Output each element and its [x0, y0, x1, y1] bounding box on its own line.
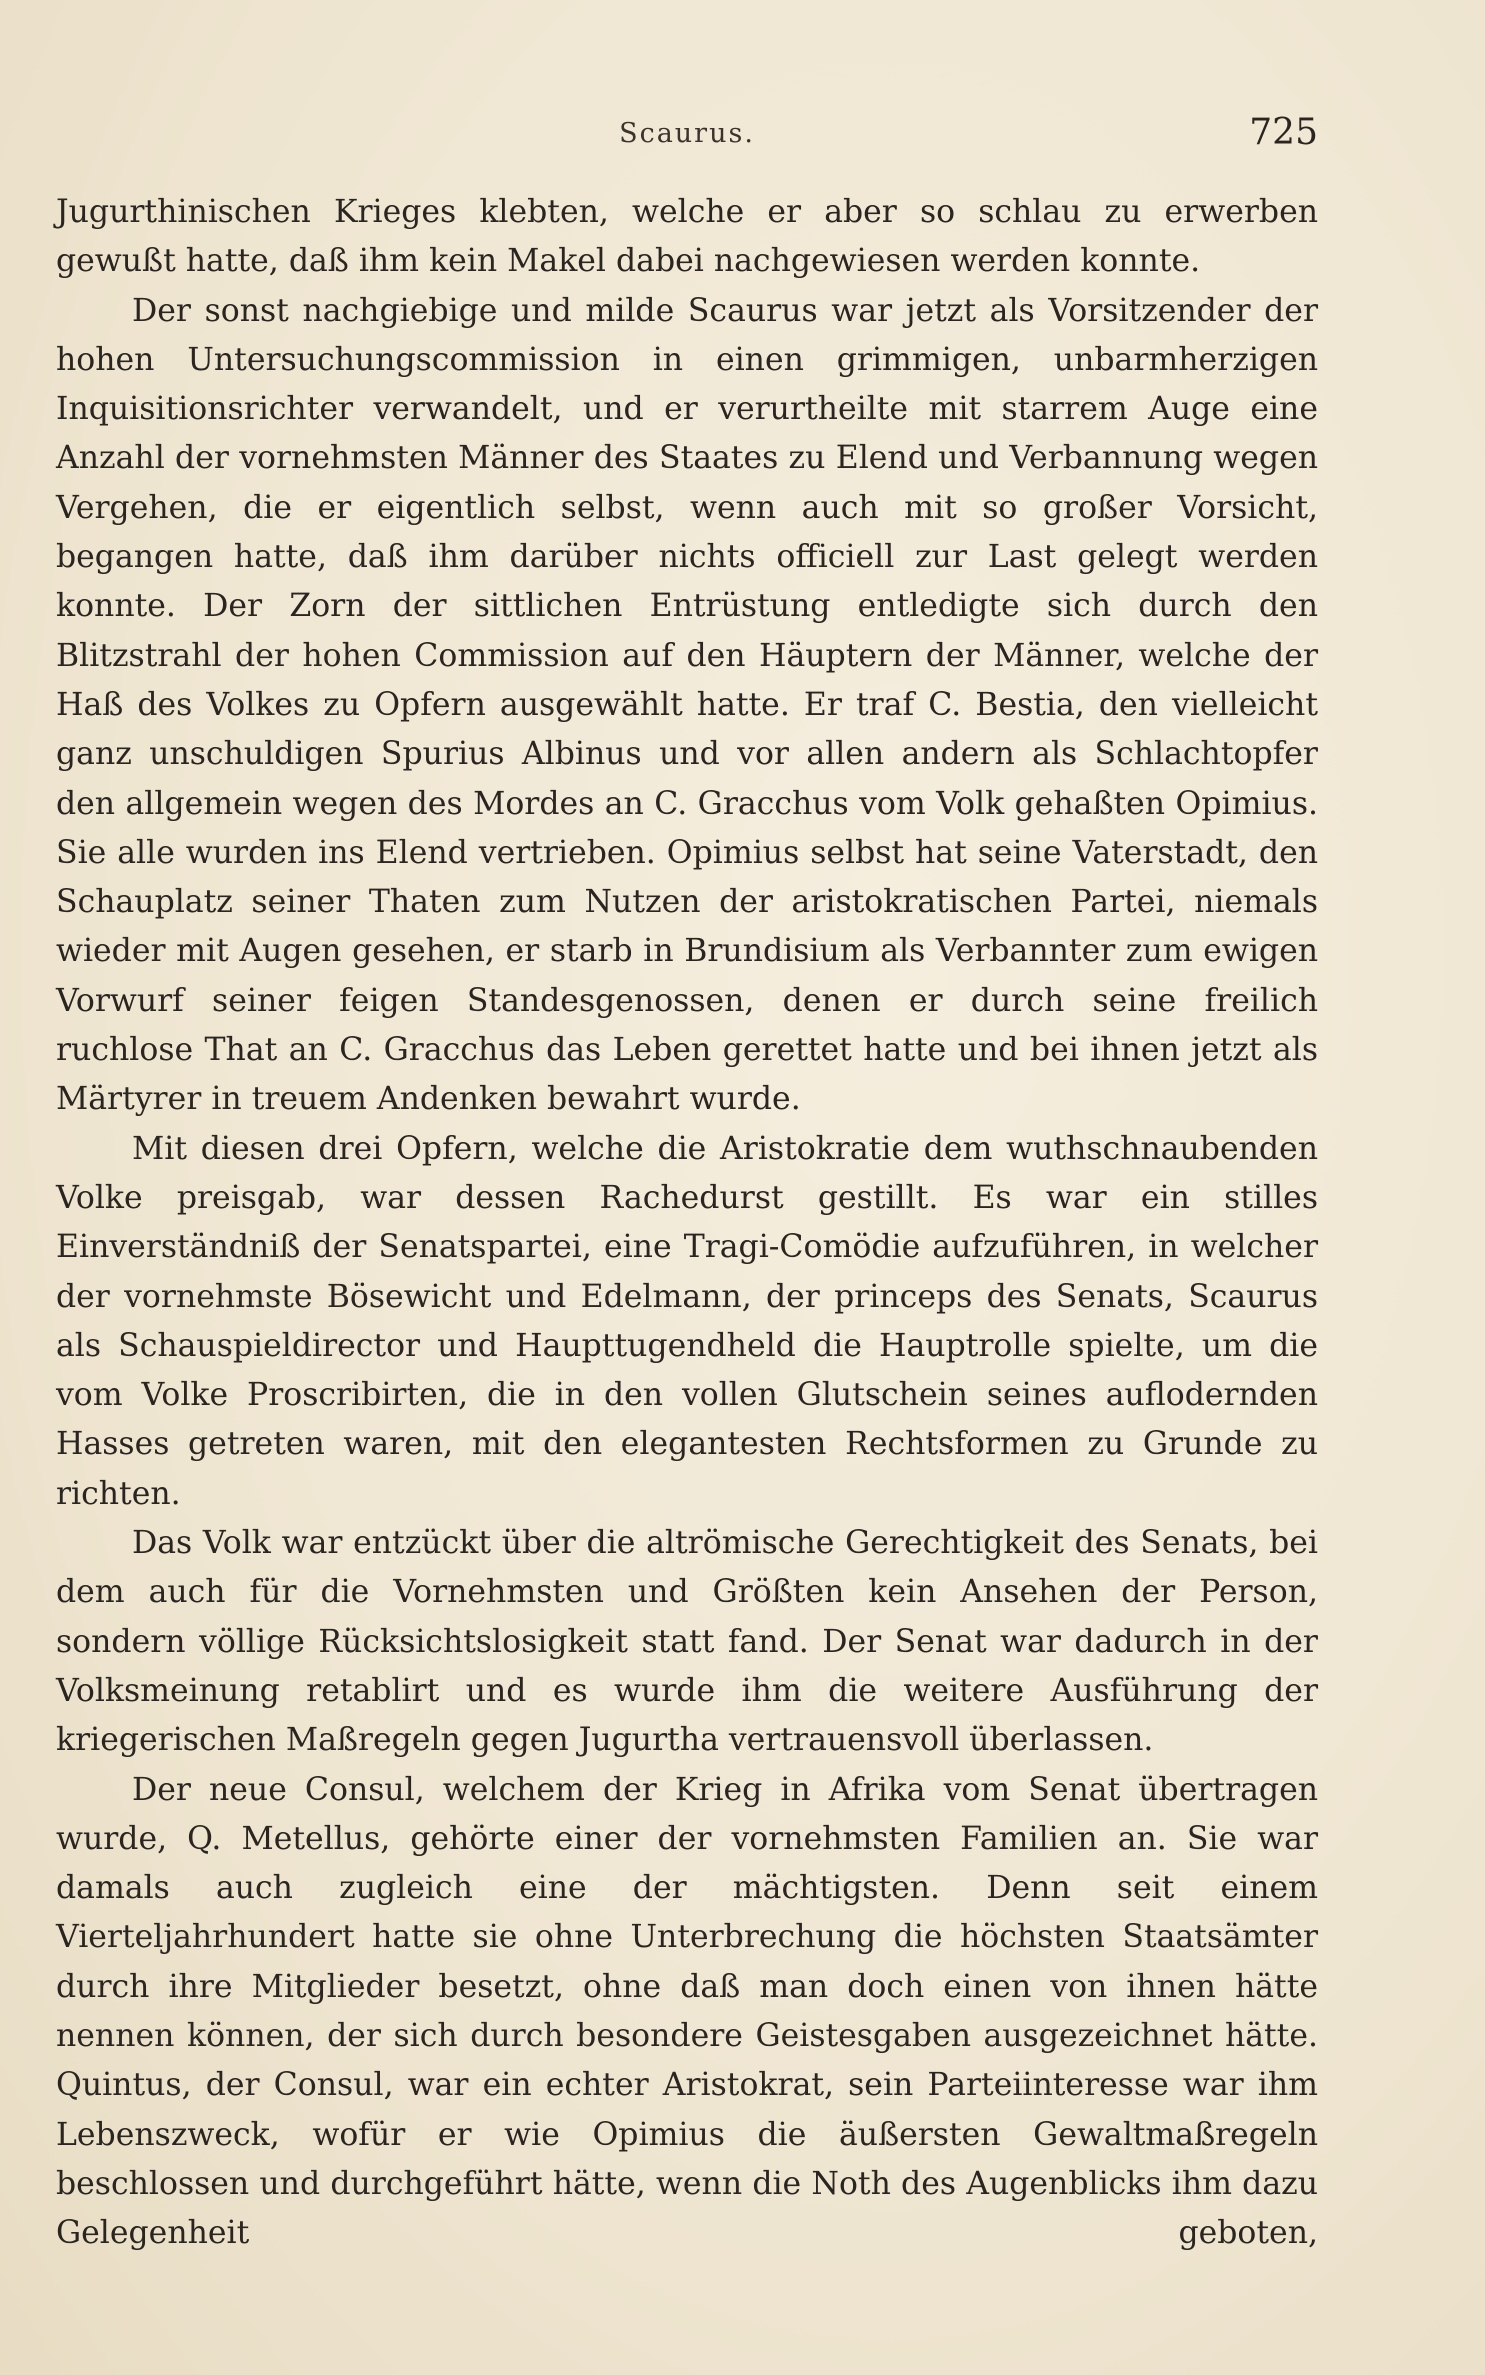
paragraph-3: Mit diesen drei Opfern, welche die Aristokratie dem wuthschnaubenden Volke preisgab, war dessen Rachedurst gestillt. Es war ein stilles Einverständniß der Senatspartei, eine Tragi-Comödie aufzuführen, in welcher der vornehmste Bösewicht und Edelmann, der princeps des Senats, Scaurus als Schauspieldirector und Haupttugendheld die Hauptrolle spielte, um die vom Volke Proscribirten, die in den vollen Glutschein seines auflodernden Hasses getreten waren, mit den elegantesten Rechtsformen zu Grunde zu richten.: [56, 1130, 1318, 1512]
page-number: 725: [1249, 112, 1318, 153]
body-text: [56, 188, 1318, 2258]
page-header: [56, 112, 1318, 162]
paragraph-2: Der sonst nachgiebige und milde Scaurus war jetzt als Vorsitzender der hohen Untersuchungscommission in einen grimmigen, unbarmherzigen Inquisitionsrichter verwandelt, und er verurtheilte mit starrem Auge eine Anzahl der vornehmsten Männer des Staates zu Elend und Verbannung wegen Vergehen, die er eigentlich selbst, wenn auch mit so großer Vorsicht, begangen hatte, daß ihm darüber nichts officiell zur Last gelegt werden konnte. Der Zorn der sittlichen Entrüstung entledigte sich durch den Blitzstrahl der hohen Commission auf den Häuptern der Männer, welche der Haß des Volkes zu Opfern ausgewählt hatte. Er traf C. Bestia, den vielleicht ganz unschuldigen Spurius Albinus und vor allen andern als Schlachtopfer den allgemein wegen des Mordes an C. Gracchus vom Volk gehaßten Opimius. Sie alle wurden ins Elend vertrieben. Opimius selbst hat seine Vaterstadt, den Schauplatz seiner Thaten zum Nutzen der aristokratischen Partei, niemals wieder mit Augen gesehen, er starb in Brundisium als Verbannter zum ewigen Vorwurf seiner feigen Standesgenossen, denen er durch seine freilich ruchlose That an C. Gracchus das Leben gerettet hatte und bei ihnen jetzt als Märtyrer in treuem Andenken bewahrt wurde.: [56, 292, 1318, 1118]
paragraph-1: Jugurthinischen Krieges klebten, welche er aber so schlau zu erwerben gewußt hatte, daß ihm kein Makel dabei nachgewiesen werden konnte.: [56, 194, 1318, 280]
running-head: Scaurus.: [619, 118, 755, 149]
paragraph-5: Der neue Consul, welchem der Krieg in Afrika vom Senat übertragen wurde, Q. Metellus, gehörte einer der vornehmsten Familien an. Sie war damals auch zugleich eine der mächtigsten. Denn seit einem Vierteljahrhundert hatte sie ohne Unterbrechung die höchsten Staatsämter durch ihre Mitglieder besetzt, ohne daß man doch einen von ihnen hätte nennen können, der sich durch besondere Geistesgaben ausgezeichnet hätte. Quintus, der Consul, war ein echter Aristokrat, sein Parteiinteresse war ihm Lebenszweck, wofür er wie Opimius die äußersten Gewaltmaßregeln beschlossen und durchgeführt hätte, wenn die Noth des Augenblicks ihm dazu Gelegenheit geboten,: [56, 1771, 1318, 2252]
paragraph-4: Das Volk war entzückt über die altrömische Gerechtigkeit des Senats, bei dem auch für die Vornehmsten und Größten kein Ansehen der Person, sondern völlige Rücksichtslosigkeit statt fand. Der Senat war dadurch in der Volksmeinung retablirt und es wurde ihm die weitere Ausführung der kriegerischen Maßregeln gegen Jugurtha vertrauensvoll überlassen.: [56, 1525, 1318, 1759]
